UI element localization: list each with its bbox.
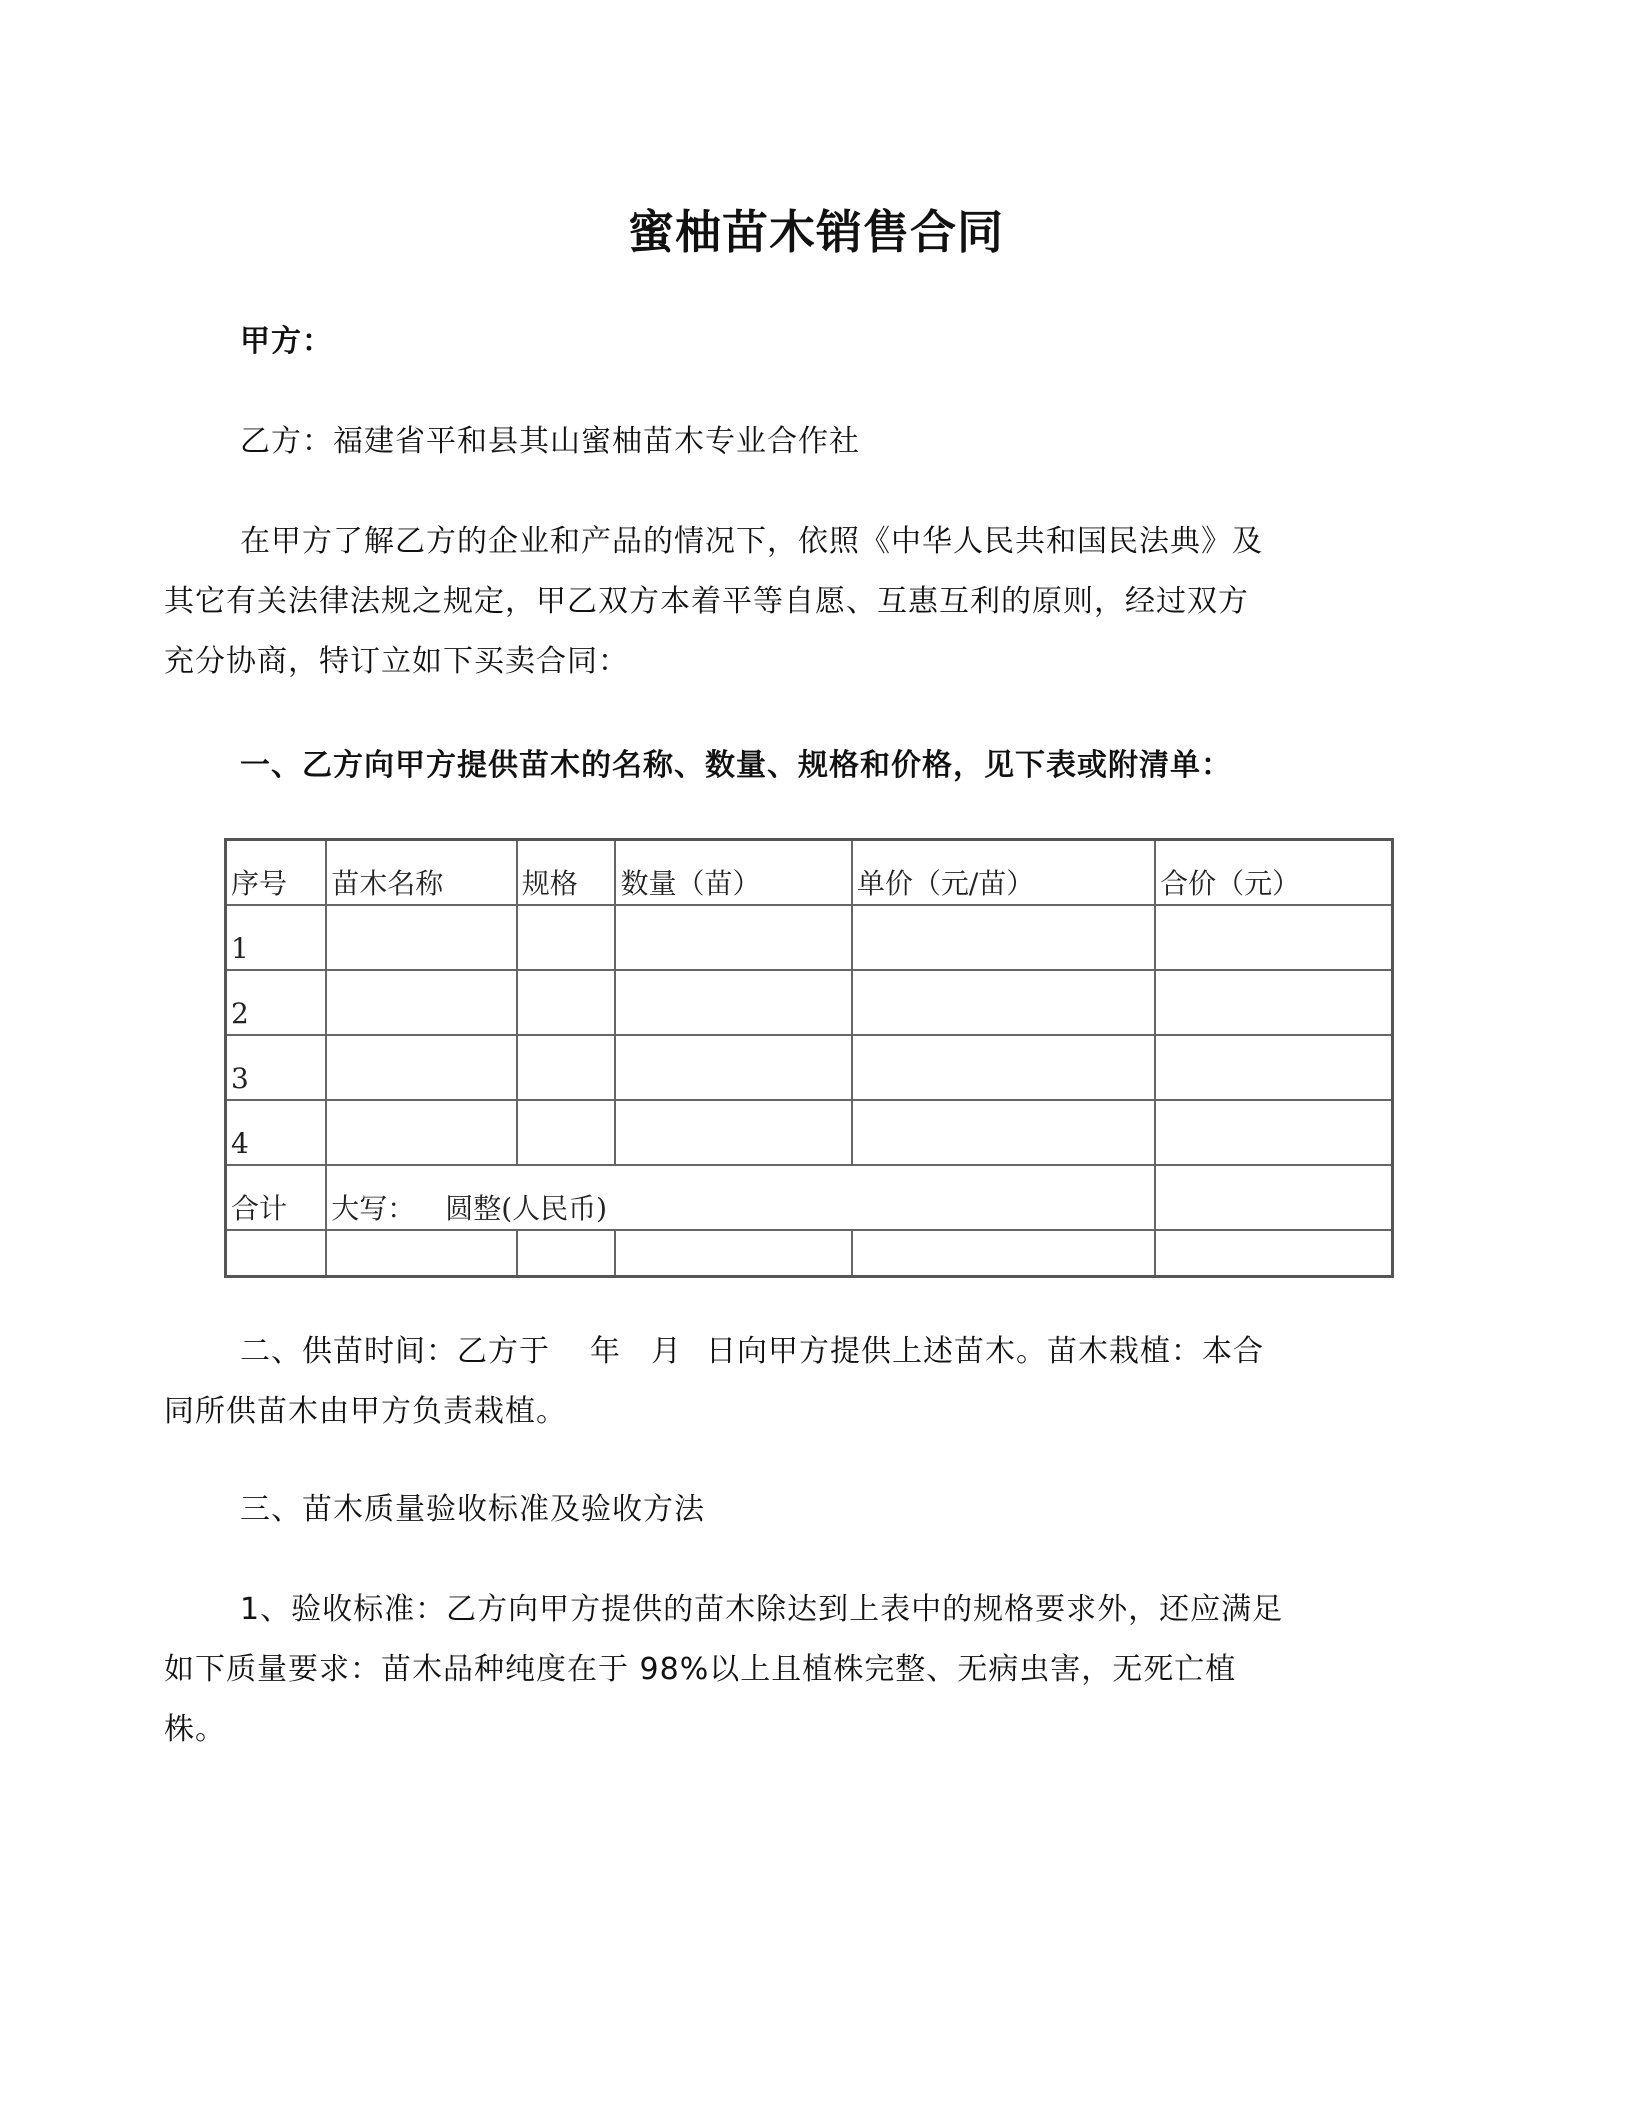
table-cell xyxy=(1155,1035,1392,1100)
table-cell xyxy=(1155,970,1392,1035)
header-spec: 规格 xyxy=(517,840,616,906)
item-1-line-2: 如下质量要求：苗木品种纯度在于 98%以上且植株完整、无病虫害，无死亡植 xyxy=(164,1652,1237,1687)
section-2-paragraph xyxy=(240,1322,1400,1382)
table-row xyxy=(226,970,1393,1035)
table-cell xyxy=(852,1035,1155,1100)
table-cell xyxy=(852,1100,1155,1165)
item-1-paragraph xyxy=(240,1580,1400,1640)
row-index: 2 xyxy=(226,970,327,1035)
document-title: 蜜柚苗木销售合同 xyxy=(628,205,1004,259)
table-row xyxy=(226,1100,1393,1165)
item-1-paragraph-cont xyxy=(164,1640,1324,1760)
table-cell xyxy=(1155,1230,1392,1277)
table-cell xyxy=(517,905,616,970)
header-total-price: 合价（元） xyxy=(1155,840,1392,906)
table-cell xyxy=(615,905,851,970)
total-label: 合计 xyxy=(226,1165,327,1230)
table-cell xyxy=(326,905,517,970)
table-cell xyxy=(517,1100,616,1165)
seedling-price-table xyxy=(224,838,1394,1278)
table-cell xyxy=(615,970,851,1035)
total-amount-words xyxy=(326,1165,1155,1230)
table-cell xyxy=(326,1100,517,1165)
table-cell xyxy=(517,1230,616,1277)
table-cell xyxy=(615,1230,851,1277)
section-2-line-2: 同所供苗木由甲方负责栽植。 xyxy=(164,1394,567,1429)
table-cell xyxy=(615,1100,851,1165)
header-unit-price: 单价（元/苗） xyxy=(852,840,1155,906)
table-cell xyxy=(852,905,1155,970)
section-2-part-1: 二、供苗时间：乙方于 xyxy=(240,1334,550,1369)
section-3-heading: 三、苗木质量验收标准及验收方法 xyxy=(240,1492,705,1527)
table-cell xyxy=(852,1230,1155,1277)
table-header-row xyxy=(226,840,1393,906)
section-1-heading: 一、乙方向甲方提供苗木的名称、数量、规格和价格，见下表或附清单： xyxy=(240,748,1232,783)
intro-line-3: 充分协商，特订立如下买卖合同： xyxy=(164,644,629,679)
row-index: 3 xyxy=(226,1035,327,1100)
intro-paragraph xyxy=(240,512,1400,572)
item-1-line-1: 1、验收标准：乙方向甲方提供的苗木除达到上表中的规格要求外，还应满足 xyxy=(240,1592,1284,1627)
table-cell xyxy=(1155,905,1392,970)
table-cell xyxy=(326,1035,517,1100)
header-name: 苗木名称 xyxy=(326,840,517,906)
header-index: 序号 xyxy=(226,840,327,906)
table-cell xyxy=(326,1230,517,1277)
table-row xyxy=(226,905,1393,970)
table-cell xyxy=(517,1035,616,1100)
table-row xyxy=(226,1035,1393,1100)
section-2-year: 年 xyxy=(590,1334,621,1369)
total-text-b: 圆整(人民币) xyxy=(445,1192,608,1225)
header-quantity: 数量（苗） xyxy=(615,840,851,906)
table-total-row xyxy=(226,1165,1393,1230)
section-2-paragraph-cont xyxy=(164,1382,1324,1442)
intro-line-1: 在甲方了解乙方的企业和产品的情况下，依照《中华人民共和国民法典》及 xyxy=(240,524,1263,559)
table-cell xyxy=(226,1230,327,1277)
section-2-month: 月 xyxy=(651,1334,682,1369)
table-cell xyxy=(852,970,1155,1035)
table-cell xyxy=(615,1035,851,1100)
section-2-line-1 xyxy=(240,1322,1400,1382)
table-cell xyxy=(1155,1100,1392,1165)
section-2-part-2: 日向甲方提供上述苗木。苗木栽植：本合 xyxy=(706,1334,1264,1369)
table-cell xyxy=(326,970,517,1035)
party-a-line: 甲方： xyxy=(240,324,333,359)
total-text-a: 大写： xyxy=(331,1192,416,1225)
intro-line-2: 其它有关法律法规之规定，甲乙双方本着平等自愿、互惠互利的原则，经过双方 xyxy=(164,584,1249,619)
row-index: 4 xyxy=(226,1100,327,1165)
intro-paragraph-cont xyxy=(164,572,1324,692)
table-cell xyxy=(1155,1165,1392,1230)
table-cell xyxy=(517,970,616,1035)
row-index: 1 xyxy=(226,905,327,970)
item-1-line-3: 株。 xyxy=(164,1712,226,1747)
party-b-line: 乙方：福建省平和县其山蜜柚苗木专业合作社 xyxy=(240,424,860,459)
table-row xyxy=(226,1230,1393,1277)
